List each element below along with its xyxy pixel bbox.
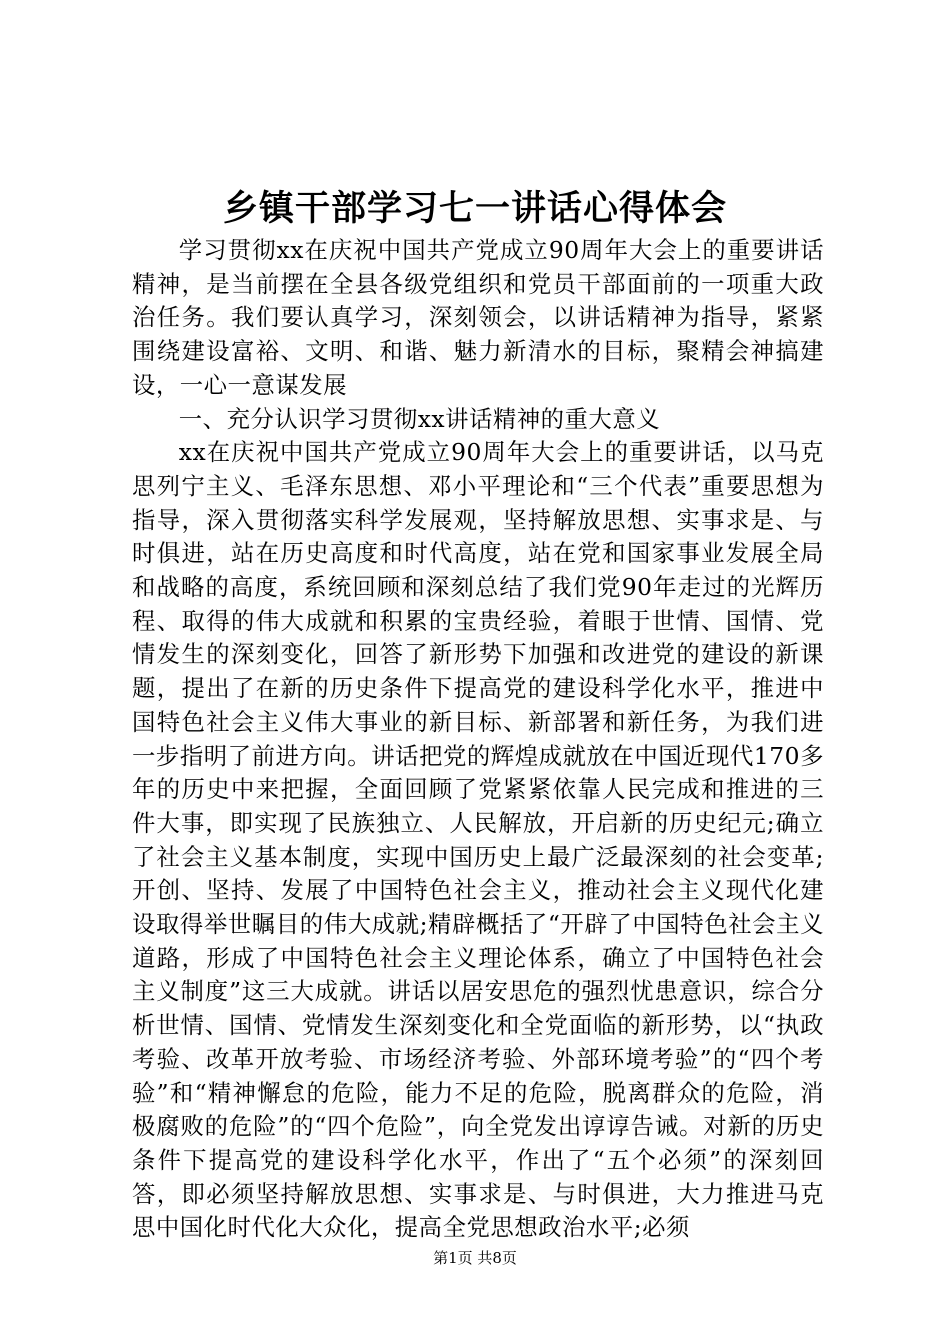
page-footer: 第1页 共8页	[433, 1249, 517, 1267]
document-body	[132, 234, 824, 1245]
paragraph-intro: 学习贯彻xx在庆祝中国共产党成立90周年大会上的重要讲话精神，是当前摆在全县各级党组织和党员干部面前的一项重大政治任务。我们要认真学习，深刻领会，以讲话精神为指导，紧紧围绕建设富裕、文明、和谐、魅力新清水的目标，聚精会神搞建设，一心一意谋发展	[132, 236, 824, 399]
document-title: 乡镇干部学习七一讲话心得体会	[222, 188, 727, 229]
paragraph-main: xx在庆祝中国共产党成立90周年大会上的重要讲话，以马克思列宁主义、毛泽东思想、邓小平理论和“三个代表”重要思想为指导，深入贯彻落实科学发展观，坚持解放思想、实事求是、与时俱进，站在历史高度和时代高度，站在党和国家事业发展全局和战略的高度，系统回顾和深刻总结了我们党90年走过的光辉历程、取得的伟大成就和积累的宝贵经验，着眼于世情、国情、党情发生的深刻变化，回答了新形势下加强和改进党的建设的新课题，提出了在新的历史条件下提高党的建设科学化水平，推进中国特色社会主义伟大事业的新目标、新部署和新任务，为我们进一步指明了前进方向。讲话把党的辉煌成就放在中国近现代170多年的历史中来把握，全面回顾了党紧紧依靠人民完成和推进的三件大事，即实现了民族独立、人民解放，开启新的历史纪元;确立了社会主义基本制度，实现中国历史上最广泛最深刻的社会变革;开创、坚持、发展了中国特色社会主义，推动社会主义现代化建设取得举世瞩目的伟大成就;精辟概括了“开辟了中国特色社会主义道路，形成了中国特色社会主义理论体系，确立了中国特色社会主义制度”这三大成就。讲话以居安思危的强烈忧患意识，综合分析世情、国情、党情发生深刻变化和全党面临的新形势，以“执政考验、改革开放考验、市场经济考验、外部环境考验”的“四个考验”和“精神懈怠的危险，能力不足的危险，脱离群众的危险，消极腐败的危险”的“四个危险”，向全党发出谆谆告诫。对新的历史条件下提高党的建设科学化水平，作出了“五个必须”的深刻回答，即必须坚持解放思想、实事求是、与时俱进，大力推进马克思中国化时代化大众化，提高全党思想政治水平;必须	[132, 438, 824, 1242]
section-heading-1: 一、充分认识学习贯彻xx讲话精神的重大意义	[178, 404, 661, 433]
